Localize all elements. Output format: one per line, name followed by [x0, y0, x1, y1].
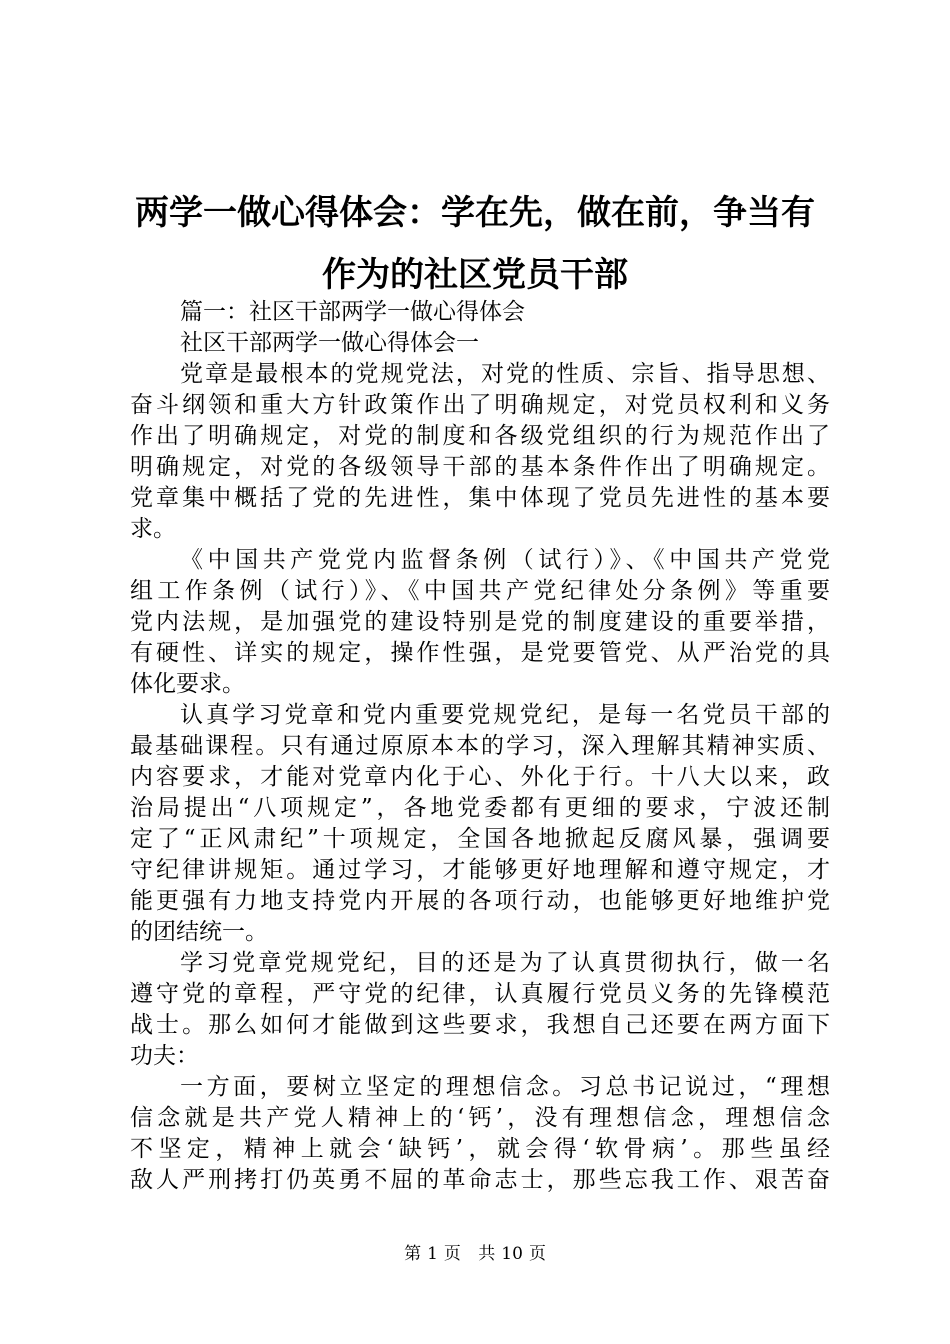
text-line: 能更强有力地支持党内开展的各项行动，也能够更好地维护党	[130, 888, 830, 914]
title-line-2: 作为的社区党员干部	[322, 255, 628, 295]
page-number: 第 1 页	[404, 1244, 461, 1264]
text-line: 不坚定，精神上就会‘缺钙’，就会得‘软骨病’。那些虽经	[130, 1136, 830, 1162]
total-pages: 共 10 页	[478, 1244, 546, 1264]
text-line: 定了“正风肃纪”十项规定，全国各地掀起反腐风暴，强调要	[130, 826, 830, 852]
text-line: 功夫：	[130, 1043, 199, 1069]
text-line: 奋斗纲领和重大方针政策作出了明确规定，对党员权利和义务	[130, 392, 830, 418]
text-line: 党内法规，是加强党的建设特别是党的制度建设的重要举措，	[130, 609, 830, 635]
text-line: 作出了明确规定，对党的制度和各级党组织的行为规范作出了	[130, 423, 830, 449]
text-line: 信念就是共产党人精神上的‘钙’，没有理想信念，理想信念	[130, 1105, 830, 1131]
text-line: 社区干部两学一做心得体会一	[180, 330, 479, 356]
text-line: 党章集中概括了党的先进性，集中体现了党员先进性的基本要	[130, 485, 830, 511]
text-line: 有硬性、详实的规定，操作性强，是党要管党、从严治党的具	[130, 640, 830, 666]
text-line: 敌人严刑拷打仍英勇不屈的革命志士，那些忘我工作、艰苦奋	[130, 1167, 830, 1193]
text-line: 的团结统一。	[130, 919, 268, 945]
text-line: 组工作条例（试行）》、《中国共产党纪律处分条例》等重要	[130, 578, 830, 604]
text-line: 遵守党的章程，严守党的纪律，认真履行党员义务的先锋模范	[130, 981, 830, 1007]
text-line: 篇一：社区干部两学一做心得体会	[180, 299, 525, 325]
text-line: 求。	[130, 516, 176, 542]
document-body	[130, 297, 830, 1196]
text-line: 学习党章党规党纪，目的还是为了认真贯彻执行，做一名	[180, 950, 830, 976]
page-footer	[0, 1243, 950, 1265]
text-line: 内容要求，才能对党章内化于心、外化于行。十八大以来，政	[130, 764, 830, 790]
text-line: 体化要求。	[130, 671, 245, 697]
text-line: 一方面，要树立坚定的理想信念。习总书记说过，“理想	[180, 1074, 830, 1100]
text-line: 党章是最根本的党规党法，对党的性质、宗旨、指导思想、	[180, 361, 830, 387]
text-line: 最基础课程。只有通过原原本本的学习，深入理解其精神实质、	[130, 733, 830, 759]
text-line: 守纪律讲规矩。通过学习，才能够更好地理解和遵守规定，才	[130, 857, 830, 883]
text-line: 治局提出“八项规定”，各地党委都有更细的要求，宁波还制	[130, 795, 830, 821]
text-line: 战士。那么如何才能做到这些要求，我想自己还要在两方面下	[130, 1012, 830, 1038]
text-line: 认真学习党章和党内重要党规党纪，是每一名党员干部的	[180, 702, 830, 728]
document-title	[100, 182, 850, 306]
text-line: 《中国共产党党内监督条例（试行）》、《中国共产党党	[180, 547, 830, 573]
title-line-1: 两学一做心得体会：学在先，做在前，争当有	[135, 193, 815, 233]
text-line: 明确规定，对党的各级领导干部的基本条件作出了明确规定。	[130, 454, 830, 480]
